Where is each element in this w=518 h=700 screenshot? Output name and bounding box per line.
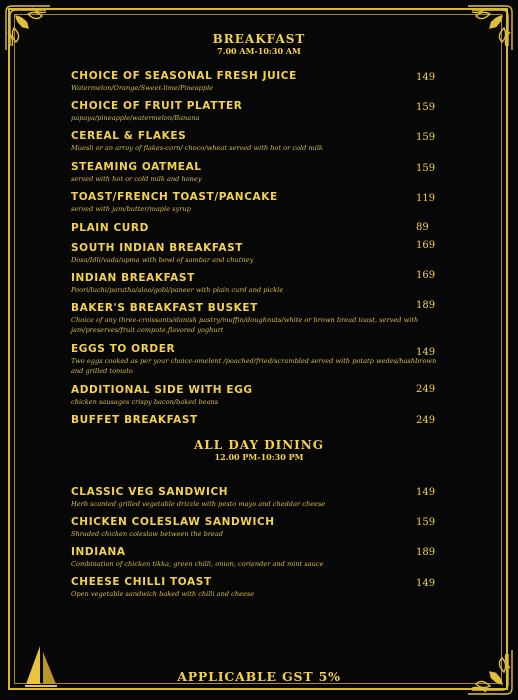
breakfast-title: BREAKFAST	[212, 32, 306, 46]
item-price: 149	[416, 487, 436, 498]
item-price: 89	[416, 222, 429, 233]
menu-item	[71, 486, 441, 510]
item-description: Shraded chicken coleslaw between the bread	[71, 530, 223, 538]
item-price: 159	[416, 132, 436, 143]
item-price: 149	[416, 72, 436, 83]
all-day-dining-title: ALL DAY DINING	[193, 438, 325, 452]
item-description: Combination of chicken tikka, green chilli, onion, coriender and mint sauce	[71, 560, 324, 568]
item-name: ADDITIONAL SIDE WITH EGG	[71, 384, 253, 396]
menu-item	[71, 302, 441, 335]
item-description: papaya/pineapple/watermelon/Banana	[71, 114, 200, 122]
menu-item	[71, 414, 441, 427]
item-description: served with jam/butter/maple syrup	[71, 205, 191, 213]
item-price: 249	[416, 415, 436, 426]
item-price: 189	[416, 547, 436, 558]
menu-item	[71, 384, 441, 408]
item-price: 119	[416, 193, 436, 204]
item-price: 159	[416, 517, 436, 528]
item-name: BAKER'S BREAKFAST BUSKET	[71, 302, 258, 314]
menu-item	[71, 516, 441, 540]
item-description: Watermelon/Orange/Sweet-lime/Pineapple	[71, 84, 214, 92]
item-name: PLAIN CURD	[71, 222, 149, 234]
menu-item	[71, 100, 441, 124]
item-description: Muesli or an array of flakes-corn/ choco/wheat served with hot or cold milk	[71, 144, 323, 152]
item-name: CHOICE OF SEASONAL FRESH JUICE	[71, 70, 297, 82]
item-price: 189	[416, 300, 436, 311]
menu-item	[71, 130, 441, 154]
item-price: 159	[416, 163, 436, 174]
gst-note: APPLICABLE GST 5%	[177, 669, 341, 684]
item-name: CLASSIC VEG SANDWICH	[71, 486, 229, 498]
all-day-dining-hours: 12.00 PM-10:30 PM	[214, 452, 304, 462]
menu-item	[71, 576, 441, 600]
menu-item	[71, 191, 441, 215]
item-name: TOAST/FRENCH TOAST/PANCAKE	[71, 191, 278, 203]
item-description: Choice of any three-croissants/danish pastry/muffin/doughnuts/white or brown bread toast, served with jam/preserves/fruit compote,flavored yoghurt	[71, 316, 419, 334]
item-name: CEREAL & FLAKES	[71, 130, 187, 142]
item-name: CHICKEN COLESLAW SANDWICH	[71, 516, 275, 528]
menu-item	[71, 242, 441, 266]
item-description: Two eggs cooked as per your choice-omelent /poached/fried/scrambled served with potatp wedes/hashbrown and grilled tomato	[71, 357, 437, 375]
item-price: 169	[416, 270, 436, 281]
item-description: served with hot or cold milk and honey	[71, 175, 202, 183]
item-description: Dosa/Idli/vada/upma with bowl of sambar and chutney	[71, 256, 254, 264]
breakfast-hours: 7.00 AM-10:30 AM	[217, 46, 301, 56]
item-description: Poori/luchi/paratha/aloo/gobi/paneer with plain curd and pickle	[71, 286, 284, 294]
item-price: 149	[416, 347, 436, 358]
menu-item	[71, 343, 441, 376]
item-description: chicken sausages crispy bacon/baked beans	[71, 398, 219, 406]
item-name: INDIANA	[71, 546, 126, 558]
item-name: STEAMING OATMEAL	[71, 161, 202, 173]
item-price: 159	[416, 102, 436, 113]
menu-item	[71, 222, 441, 235]
item-price: 169	[416, 240, 436, 251]
menu-item	[71, 161, 441, 185]
item-description: Open vegetable sandwich baked with chilli and cheese	[71, 590, 255, 598]
item-name: INDIAN BREAKFAST	[71, 272, 195, 284]
item-description: Herb scanted grilled vegetable drizzle with pesto mayo and cheddar cheese	[71, 500, 326, 508]
item-name: SOUTH INDIAN BREAKFAST	[71, 242, 244, 254]
item-name: CHEESE CHILLI TOAST	[71, 576, 212, 588]
item-name: EGGS TO ORDER	[71, 343, 176, 355]
menu-item	[71, 272, 441, 296]
menu-item	[71, 546, 441, 570]
item-price: 249	[416, 384, 436, 395]
menu-item	[71, 70, 441, 94]
item-name: CHOICE OF FRUIT PLATTER	[71, 100, 243, 112]
item-name: BUFFET BREAKFAST	[71, 414, 198, 426]
item-price: 149	[416, 578, 436, 589]
